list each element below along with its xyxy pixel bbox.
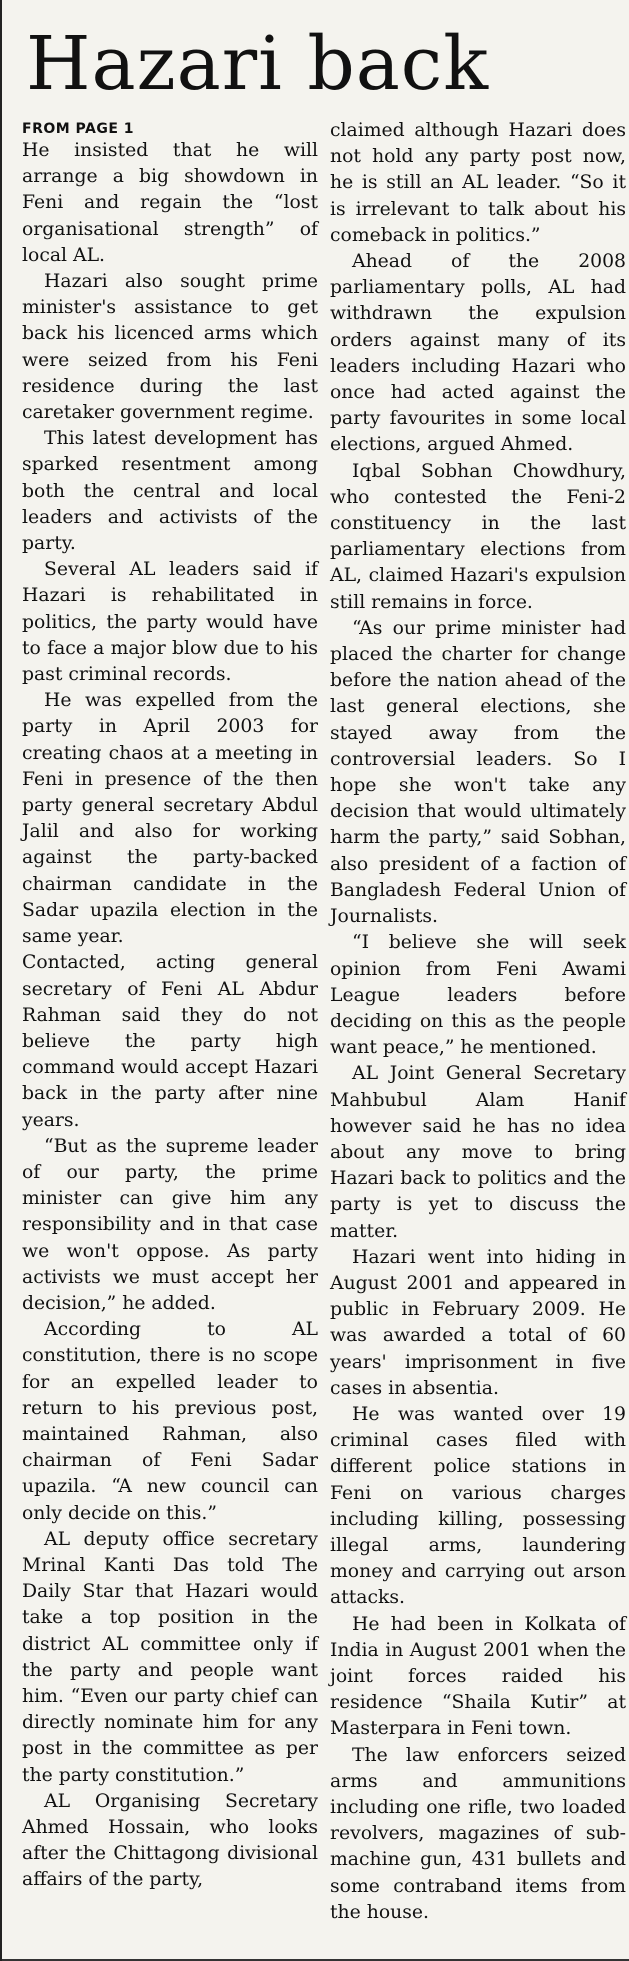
paragraph: claimed although Hazari does not hold any party post now, he is still an AL leader. “So it is irrelevant to talk about his comeback in politics.” (330, 120, 626, 246)
paragraph: “But as the supreme leader of our party, the prime minister can give him any responsibility and in that case we won't oppose. As party activists we must accept her decision,” he added. (22, 1135, 318, 1314)
paragraph: Contacted, acting general secretary of Feni AL Abdur Rahman said they do not believe the party high command would accept Hazari back in the party after nine years. (22, 952, 318, 1131)
paragraph: AL deputy office secretary Mrinal Kanti Das told The Daily Star that Hazari would take a top position in the district AL committee only if the party and people want him. “Even our party chief can directly nominate him for any post in the committee as per the party constitution.” (22, 1528, 318, 1786)
paragraph: He insisted that he will arrange a big showdown in Feni and regain the “lost organisational strength” of local AL. (22, 140, 318, 266)
paragraph: Hazari went into hiding in August 2001 and appeared in public in February 2009. He was awarded a total of 60 years' imprisonment in five cases in absentia. (330, 1246, 626, 1399)
paragraph: This latest development has sparked resentment among both the central and local leaders and activists of the party. (22, 428, 318, 555)
headline: Hazari back (26, 21, 490, 107)
left-column (22, 120, 318, 1894)
right-column (330, 118, 626, 1926)
paragraph: Iqbal Sobhan Chowdhury, who contested the Feni-2 constituency in the last parliamentary elections from AL, claimed Hazari's expulsion still remains in force. (330, 460, 626, 613)
paragraph: AL Organising Secretary Ahmed Hossain, who looks after the Chittagong divisional affairs of the party, (22, 1790, 318, 1891)
paragraph: He was expelled from the party in April 2003 for creating chaos at a meeting in Feni in presence of the then party general secretary Abdul Jalil and also for working against the party-backed chairman candidate in the Sadar upazila election in the same year. (22, 690, 318, 948)
paragraph: The law enforcers seized arms and ammunitions including one rifle, two loaded revolvers, magazines of sub-machine gun, 431 bullets and some contraband items from the house. (330, 1744, 626, 1923)
kicker: FROM PAGE 1 (22, 121, 135, 137)
paragraph: Hazari also sought prime minister's assistance to get back his licenced arms which were seized from his Feni residence during the last caretaker government regime. (22, 271, 318, 424)
paragraph: Several AL leaders said if Hazari is rehabilitated in politics, the party would have to face a major blow due to his past criminal records. (22, 559, 318, 686)
paragraph: Ahead of the 2008 parliamentary polls, AL had withdrawn the expulsion orders against many of its leaders including Hazari who once had acted against the party favourites in some local elections, argued Ahmed. (330, 251, 626, 456)
paragraph: He had been in Kolkata of India in August 2001 when the joint forces raided his residence “Shaila Kutir” at Masterpara in Feni town. (330, 1613, 626, 1740)
paragraph: He was wanted over 19 criminal cases filed with different police stations in Feni on various charges including killing, possessing illegal arms, laundering money and carrying out arson attacks. (330, 1403, 626, 1609)
paragraph: “As our prime minister had placed the charter for change before the nation ahead of the last general elections, she stayed away from the controversial leaders. So I hope she won't take any decision that would ultimately harm the party,” said Sobhan, also president of a faction of Bangladesh Federal Union of Journalists. (330, 617, 626, 928)
paragraph: According to AL constitution, there is no scope for an expelled leader to return to his previous post, maintained Rahman, also chairman of Feni Sadar upazila. “A new council can only decide on this.” (22, 1319, 318, 1524)
paragraph: AL Joint General Secretary Mahbubul Alam Hanif however said he has no idea about any move to bring Hazari back to politics and the party is yet to discuss the matter. (330, 1063, 626, 1242)
paragraph: “I believe she will seek opinion from Feni Awami League leaders before deciding on this as the people want peace,” he mentioned. (330, 932, 626, 1059)
